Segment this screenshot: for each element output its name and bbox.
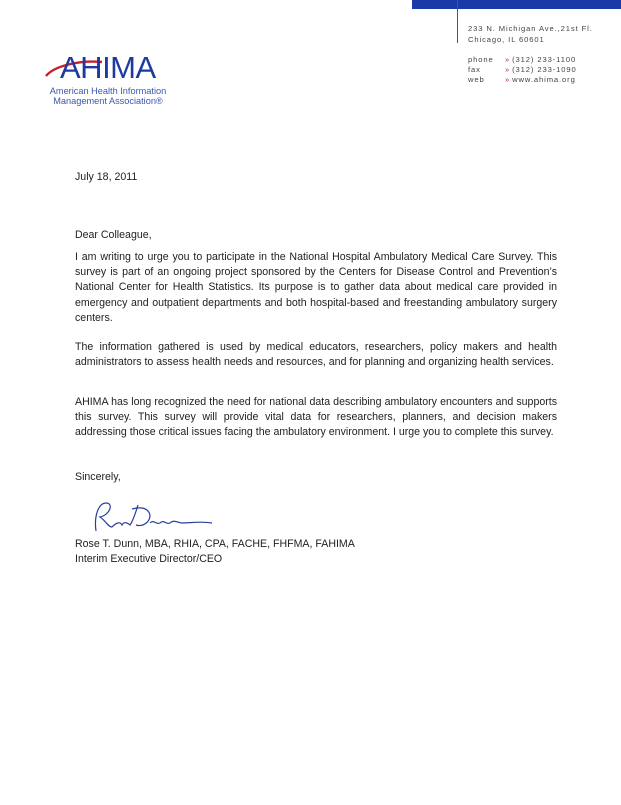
contact-value: www.ahima.org <box>512 75 576 84</box>
logo-mark <box>44 52 174 86</box>
contact-label: phone <box>468 55 494 64</box>
logo-subtitle-line1: American Health Information <box>49 86 167 96</box>
chevron-right-icon: » <box>505 75 511 84</box>
signature-title: Interim Executive Director/CEO <box>75 553 223 565</box>
letter-salutation: Dear Colleague, <box>75 229 152 241</box>
contact-phone <box>468 55 577 65</box>
letter-paragraph-2: The information gathered is used by medical educators, researchers, policy makers and health administrators to assess health needs and resources, and for planning and organizing health services. <box>75 341 557 369</box>
contact-web <box>468 75 577 85</box>
letter-closing: Sincerely, <box>75 471 121 483</box>
signature-icon <box>90 497 220 537</box>
chevron-right-icon: » <box>505 65 511 74</box>
logo-subtitle-line2: Management Association® <box>53 96 163 106</box>
letterhead-top-bar <box>412 0 621 9</box>
contact-label: web <box>468 75 485 84</box>
letter-paragraph-1: I am writing to urge you to participate in the National Hospital Ambulatory Medical Care Survey. This survey is part of an ongoing project sponsored by the Centers for Disease Control and Prevention’s National Center for Health Statistics. Its purpose is to gather data about medical care provided in emergency and outpatient departments and both hospital-based and freestanding ambulatory surgery centers. <box>75 251 557 324</box>
signature-name: Rose T. Dunn, MBA, RHIA, CPA, FACHE, FHFMA, FAHIMA <box>75 538 355 550</box>
contact-block <box>468 55 577 85</box>
letter-paragraph-3: AHIMA has long recognized the need for national data describing ambulatory encounters and supports this survey. This survey will provide vital data for researchers, planners, and decision makers addressing those critical issues facing the ambulatory environment. I urge you to complete this survey. <box>75 396 557 439</box>
ahima-logo <box>44 52 174 106</box>
address-block <box>468 23 593 45</box>
contact-fax <box>468 65 577 75</box>
address-street: 233 N. Michigan Ave.,21st Fl. <box>468 24 593 33</box>
contact-value: (312) 233-1090 <box>512 65 577 74</box>
contact-value: (312) 233-1100 <box>512 55 577 64</box>
letter-date: July 18, 2011 <box>75 171 138 183</box>
chevron-right-icon: » <box>505 55 511 64</box>
contact-label: fax <box>468 65 481 74</box>
handwritten-signature <box>90 497 220 542</box>
letterhead-divider <box>457 0 458 43</box>
logo-wordmark: AHIMA <box>60 50 156 85</box>
address-city: Chicago, IL 60601 <box>468 35 545 44</box>
